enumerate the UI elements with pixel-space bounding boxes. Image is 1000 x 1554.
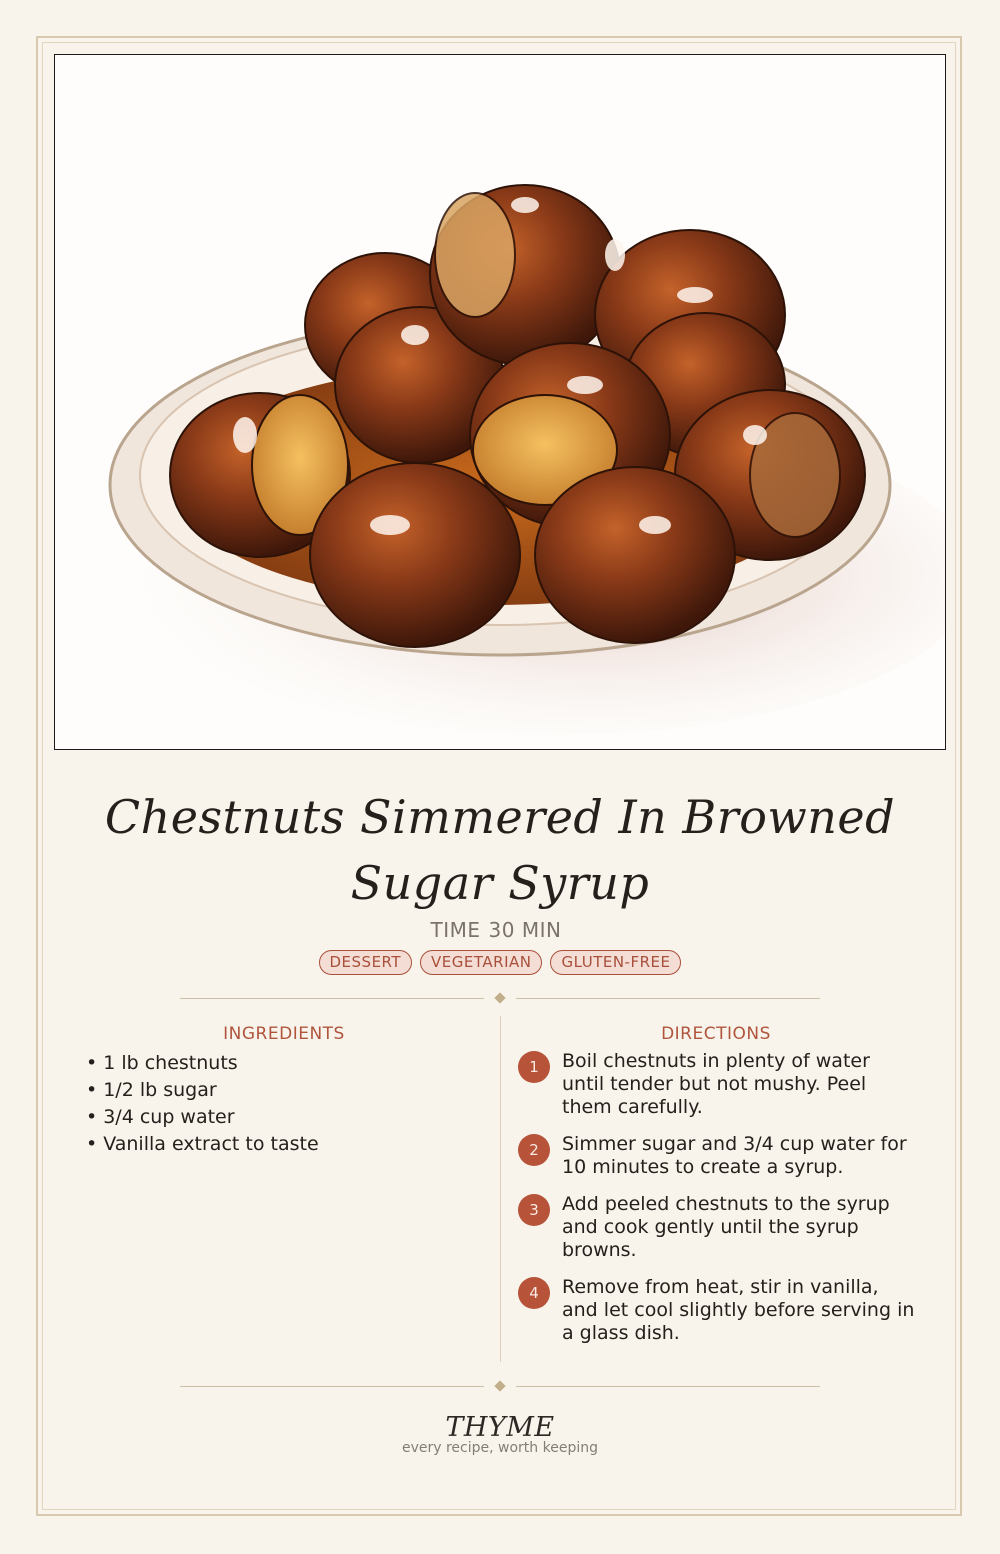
step-text: Add peeled chestnuts to the syrup and cook gently until the syrup browns. xyxy=(562,1193,890,1261)
step-text: Remove from heat, stir in vanilla, and let cool slightly before serving in a glass dish. xyxy=(562,1276,915,1344)
brand-tagline: every recipe, worth keeping xyxy=(401,1440,598,1456)
cook-time xyxy=(0,918,1000,942)
direction-step xyxy=(518,1133,918,1179)
brand-name: THYME xyxy=(445,1412,555,1443)
column-divider xyxy=(500,1016,501,1362)
chestnuts-illustration xyxy=(55,55,945,749)
tag-list xyxy=(0,950,1000,975)
direction-step xyxy=(518,1193,918,1262)
list-item: • 1/2 lb sugar xyxy=(86,1077,486,1104)
step-text: Boil chestnuts in plenty of water until tender but not mushy. Peel them carefully. xyxy=(562,1050,870,1118)
list-item: • 3/4 cup water xyxy=(86,1104,486,1131)
tag-vegetarian: VEGETARIAN xyxy=(420,950,542,975)
tag-dessert: DESSERT xyxy=(319,950,413,975)
recipe-photo xyxy=(54,54,946,750)
ingredients-list xyxy=(86,1050,486,1158)
ingredients-heading: INGREDIENTS xyxy=(223,1024,345,1044)
diamond-icon xyxy=(494,1380,505,1391)
list-item: • Vanilla extract to taste xyxy=(86,1131,486,1158)
direction-step xyxy=(518,1050,918,1119)
diamond-icon xyxy=(494,992,505,1003)
divider-bottom xyxy=(180,1381,820,1393)
step-number-badge: 1 xyxy=(518,1051,550,1083)
step-text: Simmer sugar and 3/4 cup water for 10 minutes to create a syrup. xyxy=(562,1133,907,1178)
step-number-badge: 3 xyxy=(518,1194,550,1226)
tag-gluten-free: GLUTEN-FREE xyxy=(550,950,681,975)
recipe-title: Chestnuts Simmered In Browned Sugar Syrup xyxy=(104,790,896,910)
time-value: 30 MIN xyxy=(488,918,562,942)
directions-heading: DIRECTIONS xyxy=(661,1024,771,1044)
list-item: • 1 lb chestnuts xyxy=(86,1050,486,1077)
directions-list xyxy=(518,1050,918,1359)
direction-step xyxy=(518,1276,918,1345)
divider-top xyxy=(180,993,820,1005)
step-number-badge: 4 xyxy=(518,1277,550,1309)
step-number-badge: 2 xyxy=(518,1134,550,1166)
time-label: TIME xyxy=(430,918,481,942)
